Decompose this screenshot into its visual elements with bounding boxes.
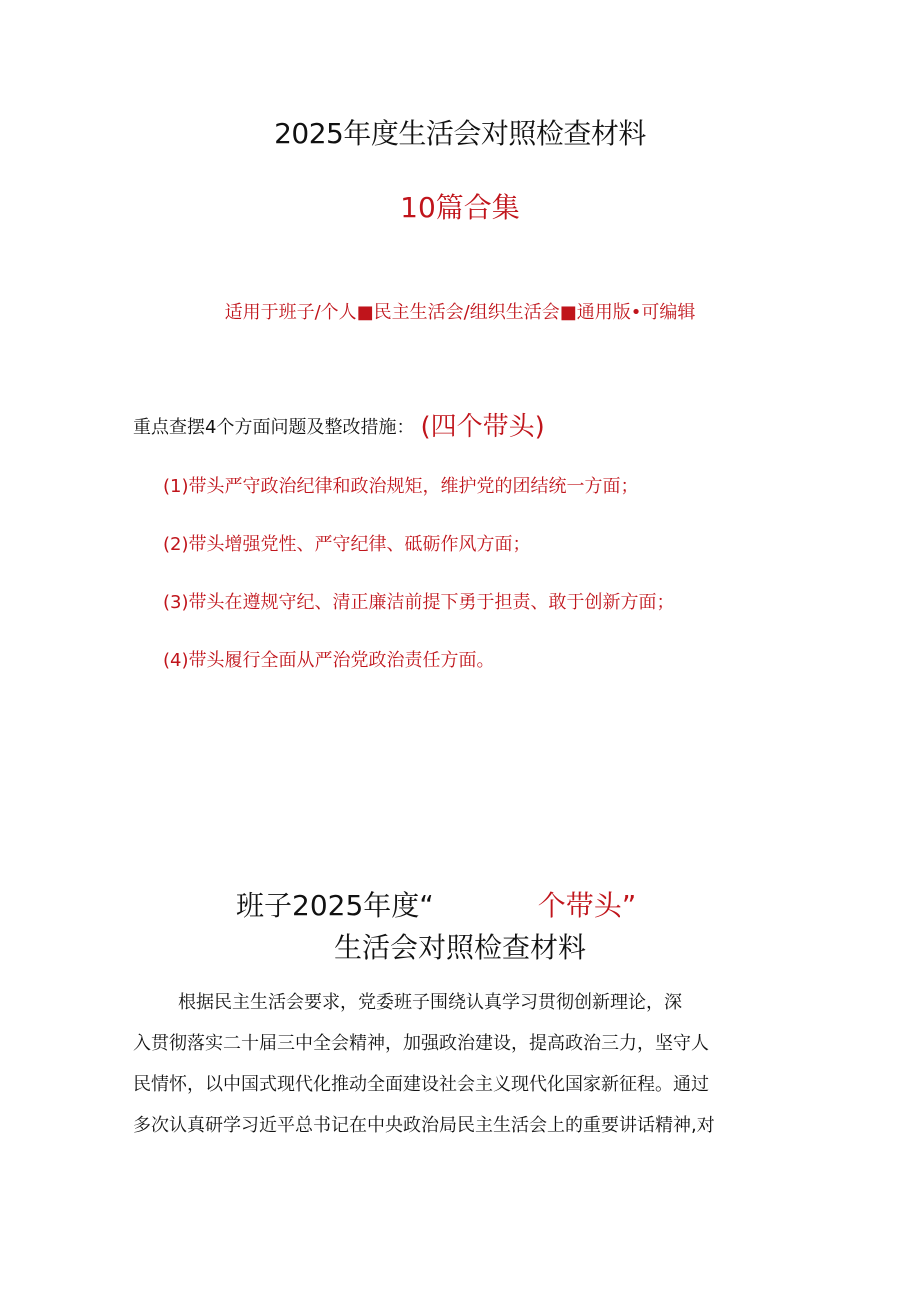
section-title-part1: 班子2025年度“ — [236, 889, 434, 922]
sub-title: 10篇合集 — [400, 191, 520, 224]
body-line: 多次认真研学习近平总书记在中央政治局民主生活会上的重要讲话精神,对 — [133, 1115, 715, 1136]
list-item: (1)带头严守政治纪律和政治规矩，维护党的团结统一方面； — [163, 476, 639, 497]
main-title: 2025年度生活会对照检查材料 — [274, 117, 646, 150]
list-item: (2)带头增强党性、严守纪律、砥砺作风方面； — [163, 534, 531, 555]
list-item: (4)带头履行全面从严治党政治责任方面。 — [163, 650, 495, 671]
scope-line: 适用于班子/个人■民主生活会/组织生活会■通用版•可编辑 — [224, 302, 696, 323]
body-line: 入贯彻落实二十届三中全会精神，加强政治建设，提高政治三力，坚守人 — [133, 1033, 709, 1054]
body-line: 民情怀，以中国式现代化推动全面建设社会主义现代化国家新征程。通过 — [133, 1074, 709, 1095]
body-line: 根据民主生活会要求，党委班子围绕认真学习贯彻创新理论，深 — [178, 992, 682, 1013]
section-title-line2: 生活会对照检查材料 — [333, 931, 586, 964]
body-paragraph — [133, 982, 783, 1146]
section-title — [236, 884, 636, 924]
section-title-part2: 个带头” — [537, 889, 637, 922]
list-item: (3)带头在遵规守纪、清正廉洁前提下勇于担责、敢于创新方面； — [163, 592, 675, 613]
focus-emphasis: (四个带头) — [420, 412, 545, 442]
focus-label: 重点查摆4个方面问题及整改措施： — [133, 417, 415, 438]
focus-heading — [133, 404, 545, 441]
